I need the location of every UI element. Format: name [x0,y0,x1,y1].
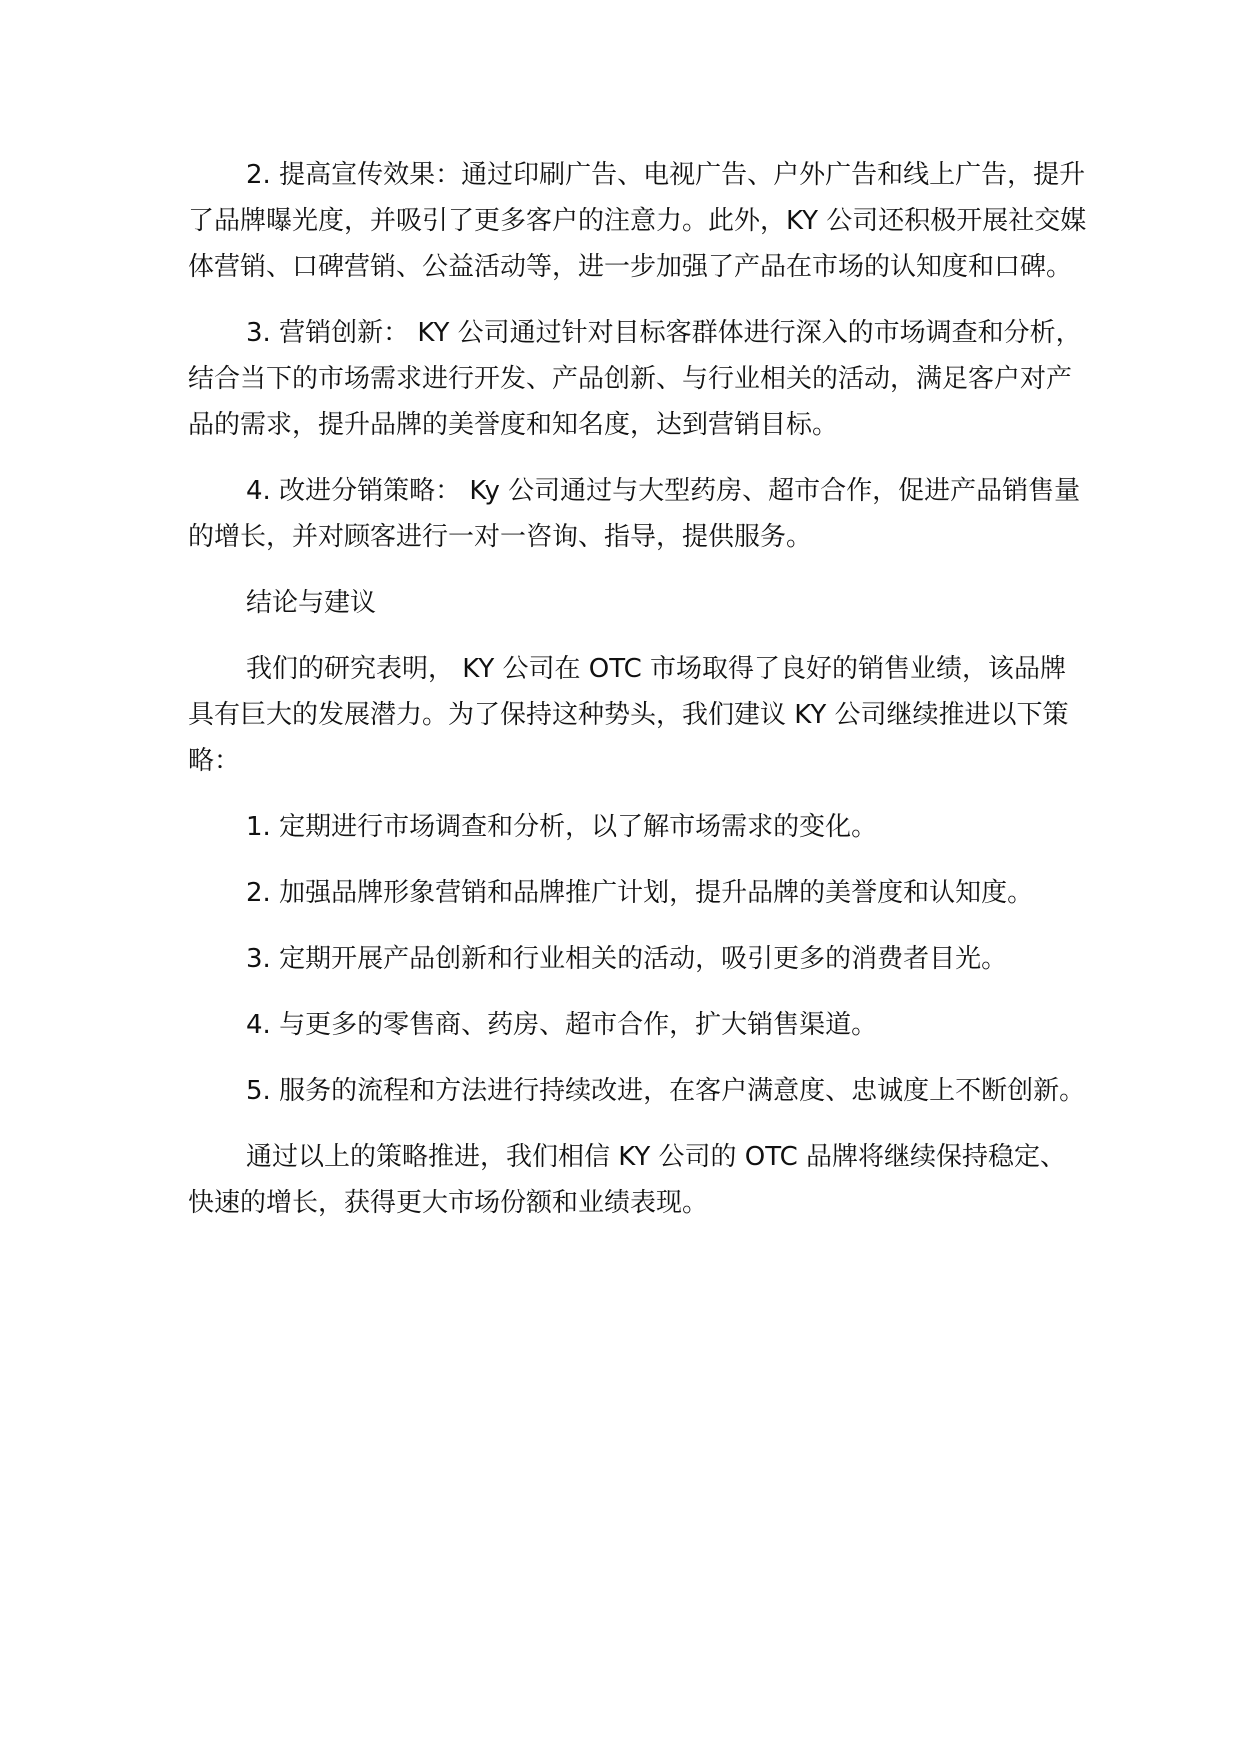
list-item-strategy-5: 5. 服务的流程和方法进行持续改进，在客户满意度、忠诚度上不断创新。 [246,1076,1086,1106]
list-item-strategy-3: 3. 定期开展产品创新和行业相关的活动，吸引更多的消费者目光。 [246,944,1008,974]
list-item-strategy-1: 1. 定期进行市场调查和分析，以了解市场需求的变化。 [246,812,878,842]
list-item-strategy-4: 4. 与更多的零售商、药房、超市合作，扩大销售渠道。 [246,1010,878,1040]
list-item-strategy-2: 2. 加强品牌形象营销和品牌推广计划，提升品牌的美誉度和认知度。 [246,878,1034,908]
paragraph-research-findings: 我们的研究表明， KY 公司在 OTC 市场取得了良好的销售业绩，该品牌具有巨大的发展潜力。为了保持这种势头，我们建议 KY 公司继续推进以下策略： [188,654,1069,776]
paragraph-closing: 通过以上的策略推进，我们相信 KY 公司的 OTC 品牌将继续保持稳定、快速的增长，获得更大市场份额和业绩表现。 [188,1142,1067,1218]
paragraph-distribution-strategy: 4. 改进分销策略： Ky 公司通过与大型药房、超市合作，促进产品销售量的增长，并对顾客进行一对一咨询、指导，提供服务。 [188,476,1081,552]
section-heading-conclusion: 结论与建议 [246,588,377,618]
paragraph-promotion-effect: 2. 提高宣传效果：通过印刷广告、电视广告、户外广告和线上广告，提升了品牌曝光度，并吸引了更多客户的注意力。此外，KY 公司还积极开展社交媒体营销、口碑营销、公益活动等，进一步加强了产品在市场的认知度和口碑。 [188,160,1087,282]
paragraph-marketing-innovation: 3. 营销创新： KY 公司通过针对目标客群体进行深入的市场调查和分析，结合当下的市场需求进行开发、产品创新、与行业相关的活动，满足客户对产品的需求，提升品牌的美誉度和知名度，达到营销目标。 [188,318,1082,440]
document-body [188,152,1088,1246]
